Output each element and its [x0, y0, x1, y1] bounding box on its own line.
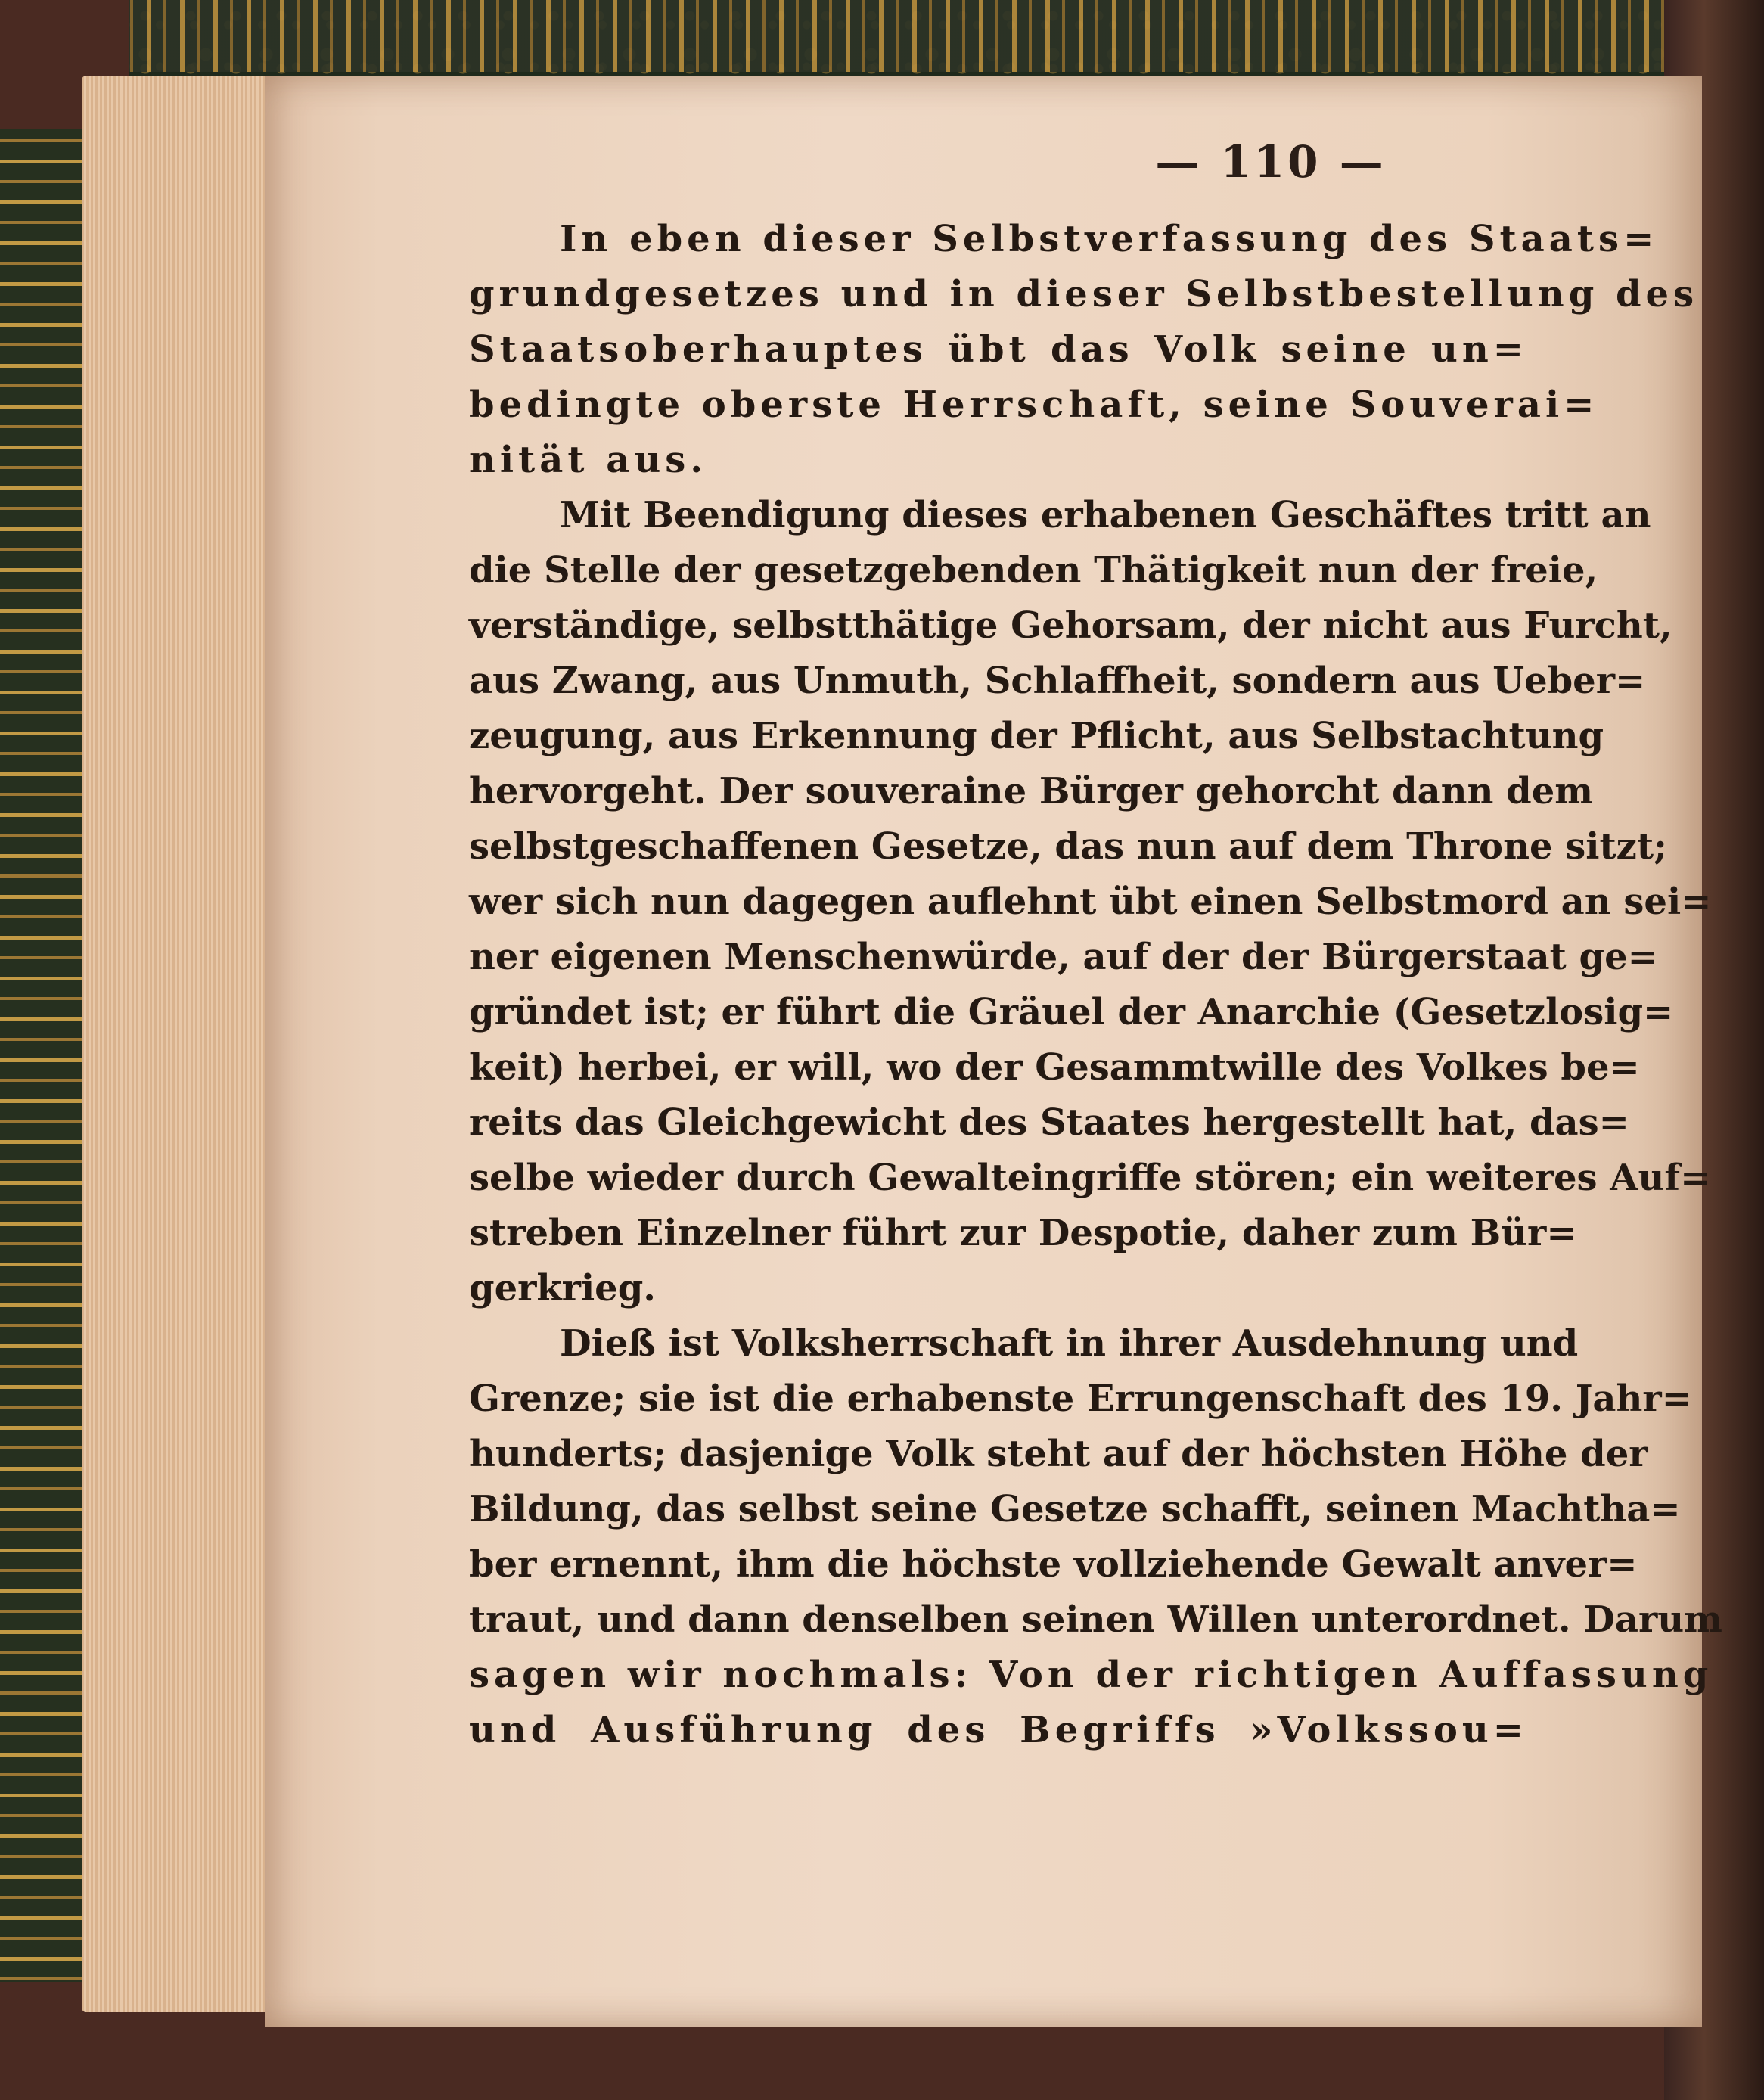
text-line: Dieß ist Volksherrschaft in ihrer Ausdehnung und [560, 1322, 1579, 1365]
text-line: Staatsoberhauptes übt das Volk seine un= [469, 328, 1528, 371]
text-line: aus Zwang, aus Unmuth, Schlaffheit, sondern aus Ueber= [469, 660, 1646, 702]
text-line: hervorgeht. Der souveraine Bürger gehorcht dann dem [469, 770, 1594, 812]
text-line: selbstgeschaffenen Gesetze, das nun auf dem Throne sitzt; [469, 825, 1667, 868]
page-edges [82, 76, 278, 2012]
text-line: Mit Beendigung dieses erhabenen Geschäftes tritt an [560, 494, 1651, 536]
text-line: zeugung, aus Erkennung der Pflicht, aus Selbstachtung [469, 715, 1604, 757]
text-line: wer sich nun dagegen auflehnt übt einen Selbstmord an sei= [469, 881, 1712, 923]
cover-marbled-top [0, 0, 1764, 72]
text-line: grundgesetzes und in dieser Selbstbestellung des [469, 273, 1699, 315]
text-line: die Stelle der gesetzgebenden Thätigkeit nun der freie, [469, 549, 1598, 592]
page-number: — 110 — [1155, 136, 1387, 188]
text-line: traut, und dann denselben seinen Willen unterordnet. Darum [469, 1598, 1722, 1641]
text-line: Bildung, das selbst seine Gesetze schafft, seinen Machtha= [469, 1488, 1681, 1530]
text-line: keit) herbei, er will, wo der Gesammtwille des Volkes be= [469, 1046, 1640, 1089]
text-line: gründet ist; er führt die Gräuel der Anarchie (Gesetzlosig= [469, 991, 1674, 1033]
text-line: verständige, selbstthätige Gehorsam, der nicht aus Furcht, [469, 604, 1672, 647]
text-line: bedingte oberste Herrschaft, seine Souverai= [469, 384, 1599, 426]
text-line: In eben dieser Selbstverfassung des Staats= [560, 218, 1659, 260]
text-line: reits das Gleichgewicht des Staates hergestellt hat, das= [469, 1101, 1629, 1144]
book-page [265, 76, 1722, 2027]
text-line: ner eigenen Menschenwürde, auf der der Bürgerstaat ge= [469, 936, 1658, 978]
text-line: streben Einzelner führt zur Despotie, daher zum Bür= [469, 1212, 1577, 1254]
text-line: gerkrieg. [469, 1267, 656, 1309]
cover-marbled-left [0, 0, 91, 2100]
text-line: Grenze; sie ist die erhabenste Errungenschaft des 19. Jahr= [469, 1378, 1692, 1420]
text-line: hunderts; dasjenige Volk steht auf der höchsten Höhe der [469, 1433, 1648, 1475]
text-line: sagen wir nochmals: Von der richtigen Auffassung [469, 1654, 1713, 1696]
text-line: und Ausführung des Begriffs »Volkssou= [469, 1709, 1528, 1751]
text-line: selbe wieder durch Gewalteingriffe stören; ein weiteres Auf= [469, 1157, 1711, 1199]
body-text [469, 212, 1722, 1758]
text-line: ber ernennt, ihm die höchste vollziehende Gewalt anver= [469, 1543, 1638, 1586]
text-line: nität aus. [469, 439, 708, 481]
